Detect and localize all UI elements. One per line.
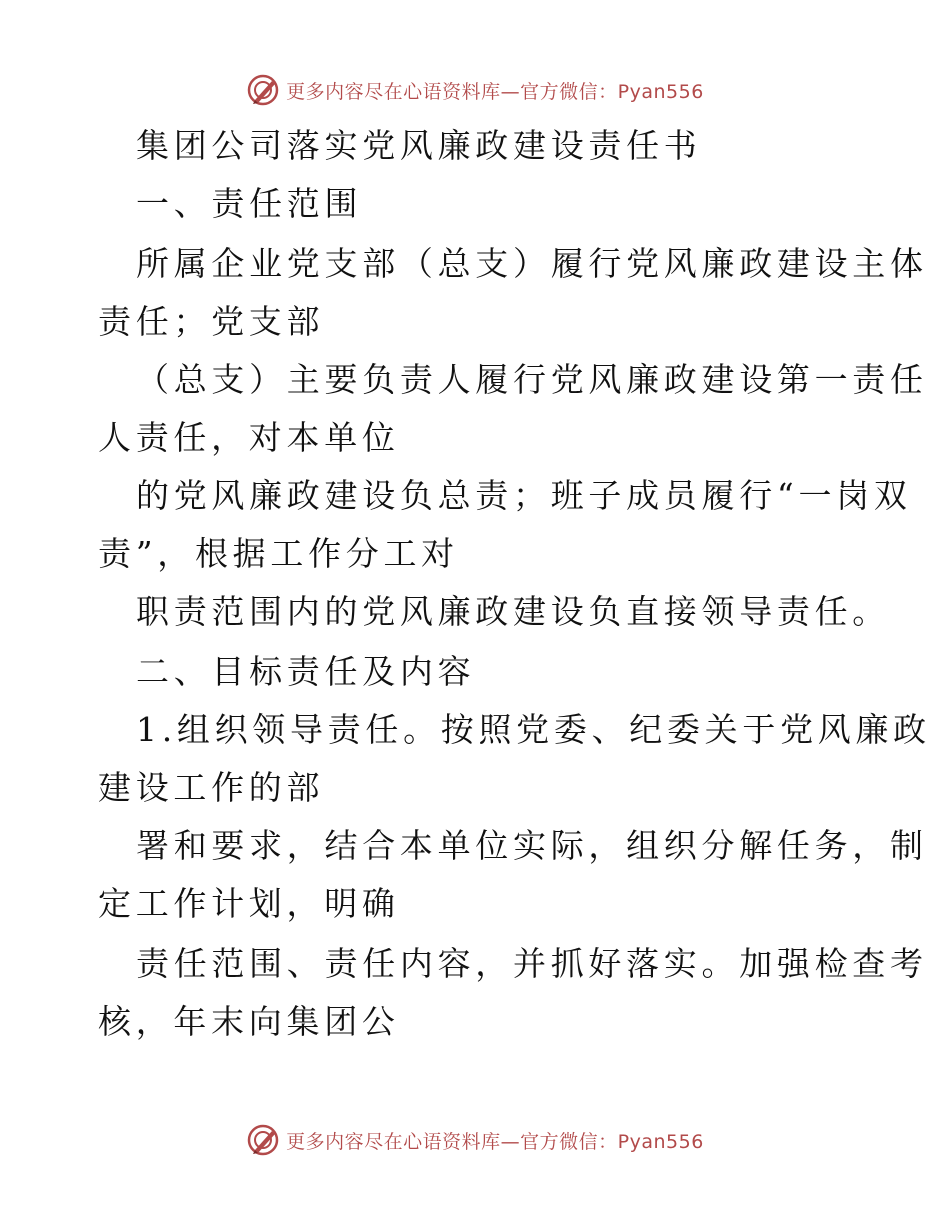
paragraph-line: （总支）主要负责人履行党风廉政建设第一责任 xyxy=(136,360,928,399)
pen-logo-icon xyxy=(246,73,280,107)
paragraph-line: 责任范围、责任内容，并抓好落实。加强检查考 xyxy=(136,944,928,983)
footer-watermark-banner xyxy=(0,1120,950,1160)
paragraph-line: 1.组织领导责任。按照党委、纪委关于党风廉政 xyxy=(136,710,931,749)
header-watermark-text: 更多内容尽在心语资料库—官方微信：Pyan556 xyxy=(286,80,704,103)
section-heading-2: 二、目标责任及内容 xyxy=(136,652,476,691)
paragraph-line: 署和要求，结合本单位实际，组织分解任务，制 xyxy=(136,826,928,865)
paragraph-line: 责”，根据工作分工对 xyxy=(98,534,459,573)
paragraph-line: 定工作计划，明确 xyxy=(98,884,400,923)
header-watermark-banner xyxy=(0,70,950,110)
paragraph-line: 建设工作的部 xyxy=(98,768,325,807)
paragraph-line: 人责任，对本单位 xyxy=(98,418,400,457)
document-title: 集团公司落实党风廉政建设责任书 xyxy=(136,126,702,165)
paragraph-line: 职责范围内的党风廉政建设负直接领导责任。 xyxy=(136,592,890,631)
footer-watermark-text: 更多内容尽在心语资料库—官方微信：Pyan556 xyxy=(286,1130,704,1153)
paragraph-line: 所属企业党支部（总支）履行党风廉政建设主体 xyxy=(136,244,928,283)
paragraph-line: 责任；党支部 xyxy=(98,302,325,341)
paragraph-line: 的党风廉政建设负总责；班子成员履行“一岗双 xyxy=(136,476,912,515)
pen-logo-icon xyxy=(246,1123,280,1157)
paragraph-line: 核，年末向集团公 xyxy=(98,1002,400,1041)
section-heading-1: 一、责任范围 xyxy=(136,184,363,223)
